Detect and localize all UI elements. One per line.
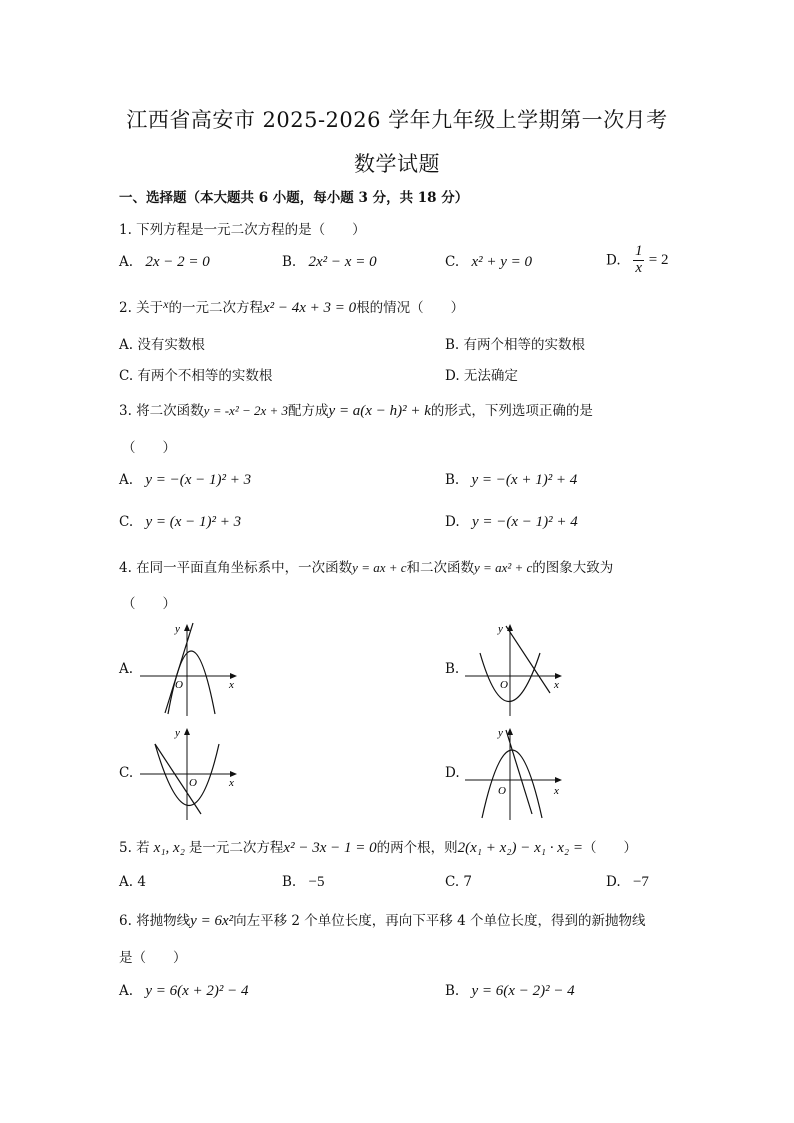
graph-a-origin: O: [175, 679, 183, 691]
question-4-stem: [119, 556, 613, 576]
q6-stem-pre: 6. 将抛物线: [119, 913, 191, 929]
q1-b-label: B.: [282, 254, 297, 270]
q3-stem-post: 的形式，下列选项正确的是: [430, 403, 593, 419]
graph-d-y-label: y: [498, 727, 503, 739]
graph-d-x-label: x: [554, 785, 559, 797]
q5-option-a: A. 4: [119, 874, 146, 890]
q2-option-a: A. 没有实数根: [119, 337, 205, 353]
graph-a-line: [165, 623, 193, 713]
q3-stem-form: y = a(x − h)² + k: [328, 403, 431, 419]
q4-option-a-label: A.: [119, 661, 134, 677]
q4-stem-pre: 4. 在同一平面直角坐标系中，一次函数: [119, 560, 353, 576]
q3-stem-fn: y = -x² − 2x + 3: [203, 403, 289, 418]
q3-b-label: B.: [445, 472, 460, 488]
graph-a-y-arrow: [184, 624, 190, 631]
question-5-stem: [119, 836, 637, 857]
q4-option-b-label: B.: [445, 661, 460, 677]
graph-d-origin: O: [498, 785, 506, 797]
q1-option-a: [119, 254, 210, 271]
q2-stem-mid: 的一元二次方程: [168, 300, 263, 316]
q1-d-fraction: [633, 244, 645, 277]
q3-b-expr: y = −(x + 1)² + 4: [471, 472, 578, 488]
q5-stem-expr: 2(x₁ + x₂) − x₁ · x₂ =: [457, 840, 583, 856]
exam-title: 江西省高安市 2025-2026 学年九年级上学期第一次月考: [126, 108, 668, 132]
graph-b-x-label: x: [554, 679, 559, 691]
q1-option-b: [282, 254, 377, 271]
q1-a-label: A.: [119, 254, 134, 270]
q2-option-c: C. 有两个不相等的实数根: [119, 368, 273, 384]
graph-a-y-label: y: [175, 623, 180, 635]
q5-option-c: C. 7: [445, 874, 473, 890]
q5-stem-mid: 是一元二次方程: [188, 840, 284, 856]
q3-stem-mid: 配方成: [288, 403, 329, 419]
q3-c-expr: y = (x − 1)² + 3: [145, 514, 242, 530]
q1-c-label: C.: [445, 254, 460, 270]
q1-option-d: [606, 244, 668, 277]
graph-a-x-label: x: [229, 679, 234, 691]
q1-a-expr: 2x − 2 = 0: [145, 254, 210, 270]
q2-stem-eq: x² − 4x + 3 = 0: [263, 300, 357, 316]
q1-b-expr: 2x² − x = 0: [308, 254, 377, 270]
q3-option-a: [119, 472, 251, 489]
q5-b-val: −5: [308, 874, 325, 890]
q4-stem-mid: 和二次函数: [406, 560, 475, 576]
q6-stem-fn: y = 6x²: [190, 913, 234, 929]
q4-stem-quad: y = ax² + c: [474, 560, 533, 575]
graph-b-origin: O: [500, 679, 508, 691]
q3-d-expr: y = −(x − 1)² + 4: [471, 514, 578, 530]
q5-option-d: [606, 874, 649, 891]
q6-option-b: [445, 983, 575, 1000]
q4-stem-lin: y = ax + c: [352, 560, 407, 575]
q5-stem-pre: 5. 若: [119, 840, 150, 856]
q3-stem-pre: 3. 将二次函数: [119, 403, 204, 419]
q3-c-label: C.: [119, 514, 134, 530]
q3-a-label: A.: [119, 472, 134, 488]
q6-a-label: A.: [119, 983, 134, 999]
q4-option-c-label: C.: [119, 765, 134, 781]
graph-d-x-arrow: [555, 777, 562, 783]
graph-c-x-label: x: [229, 777, 234, 789]
section-heading: 一、选择题（本大题共 6 小题，每小题 3 分，共 18 分）: [119, 190, 469, 206]
q5-d-label: D.: [606, 874, 621, 890]
q3-paren: （ ）: [122, 440, 176, 456]
graph-c-origin: O: [189, 777, 197, 789]
q4-graph-b: [460, 618, 570, 718]
q4-stem-post: 的图象大致为: [532, 560, 614, 576]
q6-b-expr: y = 6(x − 2)² − 4: [471, 983, 575, 999]
q4-paren: （ ）: [122, 596, 176, 612]
question-2-stem: [119, 296, 464, 317]
q1-d-label: D.: [606, 252, 621, 269]
q4-graph-d: [460, 722, 570, 822]
q5-stem-mid2: 的两个根，则: [376, 840, 458, 856]
q3-option-d: [445, 514, 578, 531]
graph-b-y-label: y: [498, 623, 503, 635]
q3-option-c: [119, 514, 241, 531]
graph-d-y-arrow: [507, 728, 513, 735]
q5-option-b: [282, 874, 324, 891]
q6-stem-post: 向左平移 2 个单位长度，再向下平移 4 个单位长度，得到的新抛物线: [233, 913, 646, 929]
q1-d-denominator: x: [635, 259, 643, 276]
q1-d-numerator: 1: [634, 243, 643, 259]
exam-subtitle: 数学试题: [354, 152, 440, 176]
q5-stem-post: （ ）: [582, 840, 637, 856]
q6-option-a: [119, 983, 249, 1000]
q2-option-d: D. 无法确定: [445, 368, 518, 384]
q3-d-label: D.: [445, 514, 460, 530]
q4-option-d-label: D.: [445, 765, 460, 781]
q5-d-val: −7: [632, 874, 649, 890]
q5-stem-roots: x₁, x₂: [153, 840, 185, 856]
question-1-stem: 1. 下列方程是一元二次方程的是（ ）: [119, 222, 366, 238]
q4-graph-a: [135, 618, 245, 718]
q2-stem-post: 根的情况（ ）: [356, 300, 465, 316]
q1-c-expr: x² + y = 0: [471, 254, 532, 270]
q6-stem-line2: 是（ ）: [119, 950, 187, 966]
q1-d-rest: = 2: [648, 251, 669, 268]
q6-a-expr: y = 6(x + 2)² − 4: [145, 983, 249, 999]
q3-a-expr: y = −(x − 1)² + 3: [145, 472, 252, 488]
question-3-stem: [119, 399, 593, 420]
q1-option-c: [445, 254, 532, 271]
graph-c-y-arrow: [184, 728, 190, 735]
graph-c-y-label: y: [175, 727, 180, 739]
q5-stem-eq: x² − 3x − 1 = 0: [283, 840, 377, 856]
q2-stem-var: x: [163, 297, 169, 311]
q2-stem-pre: 2. 关于: [119, 300, 164, 316]
q5-b-label: B.: [282, 874, 297, 890]
question-6-stem: [119, 909, 645, 930]
q3-option-b: [445, 472, 577, 489]
q4-graph-c: [135, 722, 245, 822]
q2-option-b: B. 有两个相等的实数根: [445, 337, 586, 353]
q6-b-label: B.: [445, 983, 460, 999]
graph-d-parabola: [482, 750, 542, 818]
